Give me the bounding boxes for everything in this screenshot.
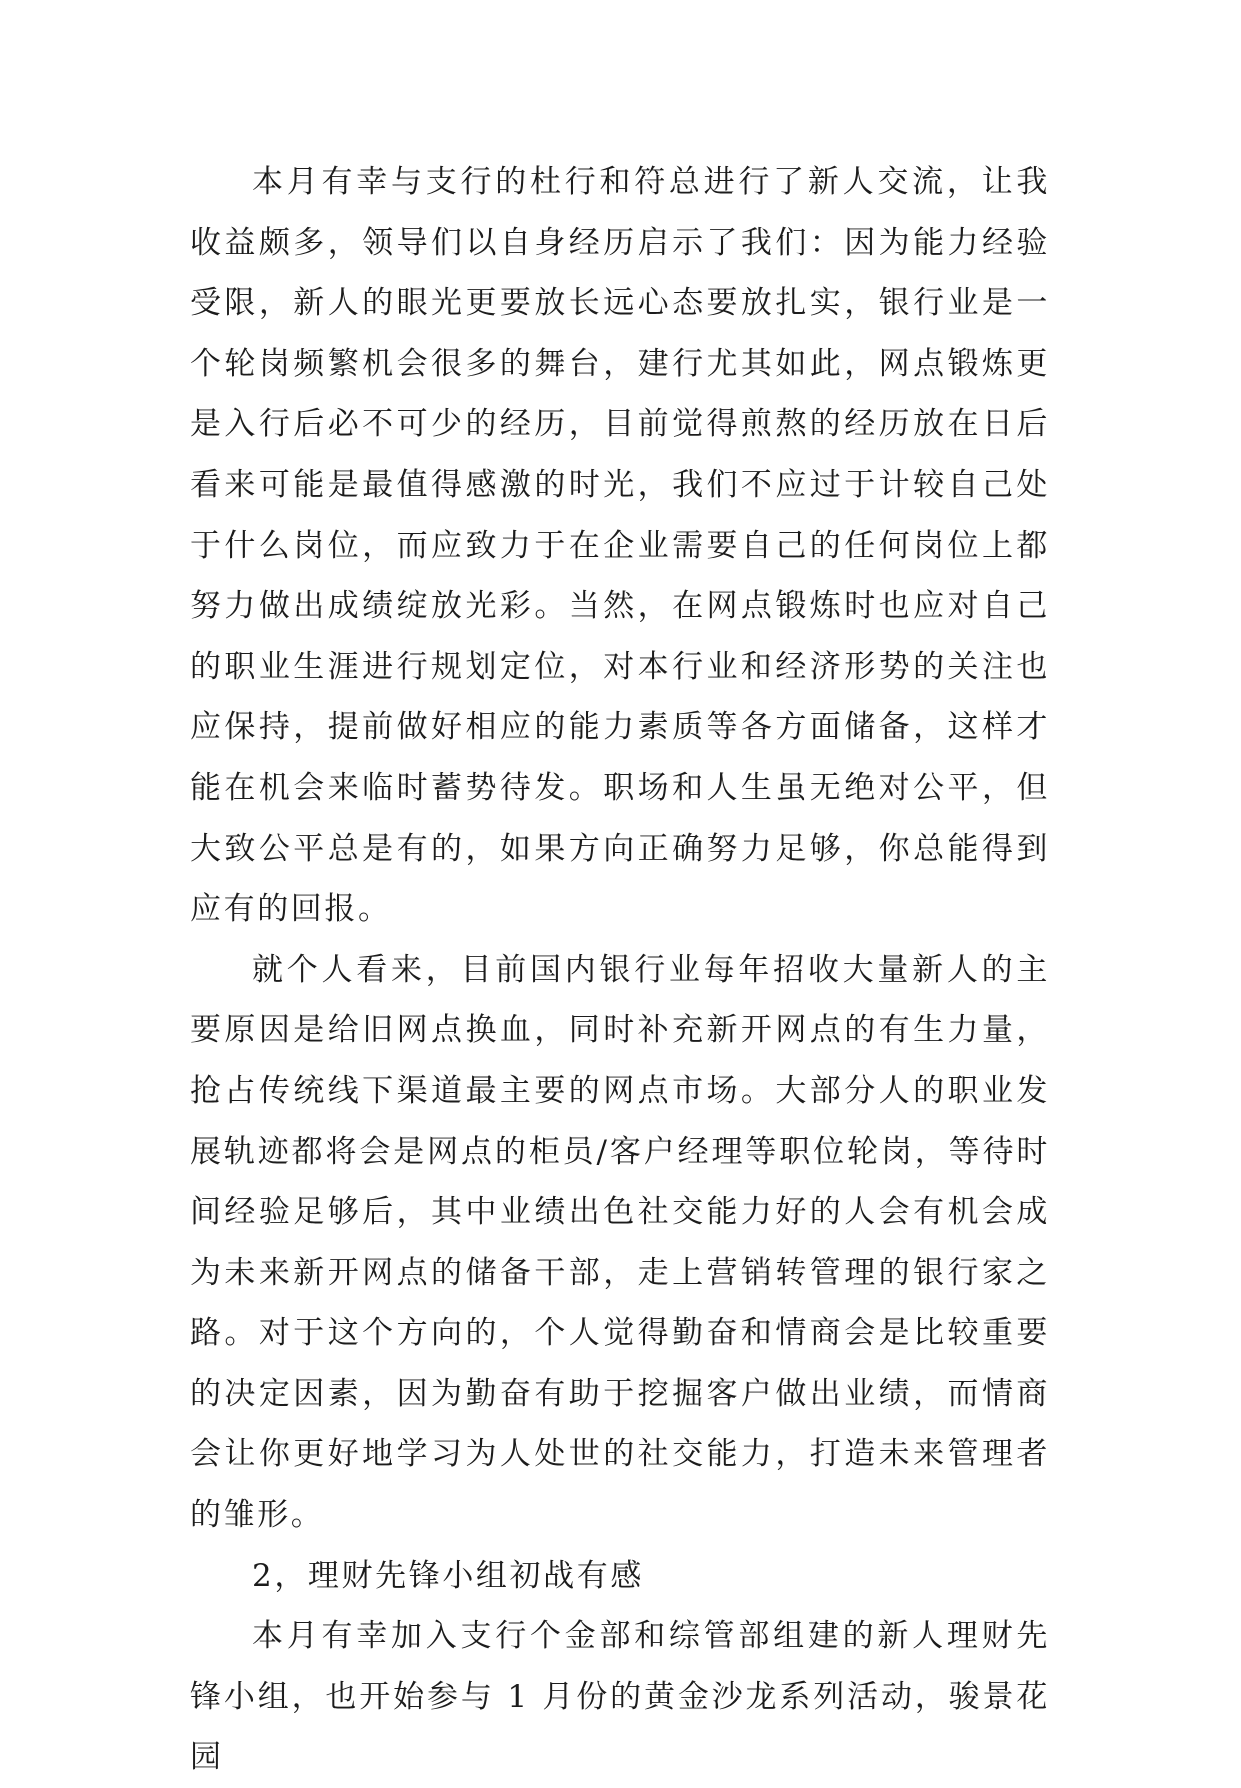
paragraph-personal-view: 就个人看来，目前国内银行业每年招收大量新人的主要原因是给旧网点换血，同时补充新开网点的有生力量，抢占传统线下渠道最主要的网点市场。大部分人的职业发展轨迹都将会是网点的柜员/客户经理等职位轮岗，等待时间经验足够后，其中业绩出色社交能力好的人会有机会成为未来新开网点的储备干部，走上营销转管理的银行家之路。对于这个方向的，个人觉得勤奋和情商会是比较重要的决定因素，因为勤奋有助于挖掘客户做出业绩，而情商会让你更好地学习为人处世的社交能力，打造未来管理者的雏形。 xyxy=(190,951,1050,1534)
section-heading: 2，理财先锋小组初战有感 xyxy=(252,1557,644,1594)
document-body xyxy=(190,152,1050,1788)
paragraph-wealth-team: 本月有幸加入支行个金部和综管部组建的新人理财先锋小组，也开始参与 1 月份的黄金沙龙系列活动，骏景花园 xyxy=(190,1618,1050,1776)
paragraph-newcomer-exchange: 本月有幸与支行的杜行和符总进行了新人交流，让我收益颇多，领导们以自身经历启示了我们：因为能力经验受限，新人的眼光更要放长远心态要放扎实，银行业是一个轮岗频繁机会很多的舞台，建行尤其如此，网点锻炼更是入行后必不可少的经历，目前觉得煎熬的经历放在日后看来可能是最值得感激的时光，我们不应过于计较自己处于什么岗位，而应致力于在企业需要自己的任何岗位上都努力做出成绩绽放光彩。当然，在网点锻炼时也应对自己的职业生涯进行规划定位，对本行业和经济形势的关注也应保持，提前做好相应的能力素质等各方面储备，这样才能在机会来临时蓄势待发。职场和人生虽无绝对公平，但大致公平总是有的，如果方向正确努力足够，你总能得到应有的回报。 xyxy=(190,164,1050,928)
